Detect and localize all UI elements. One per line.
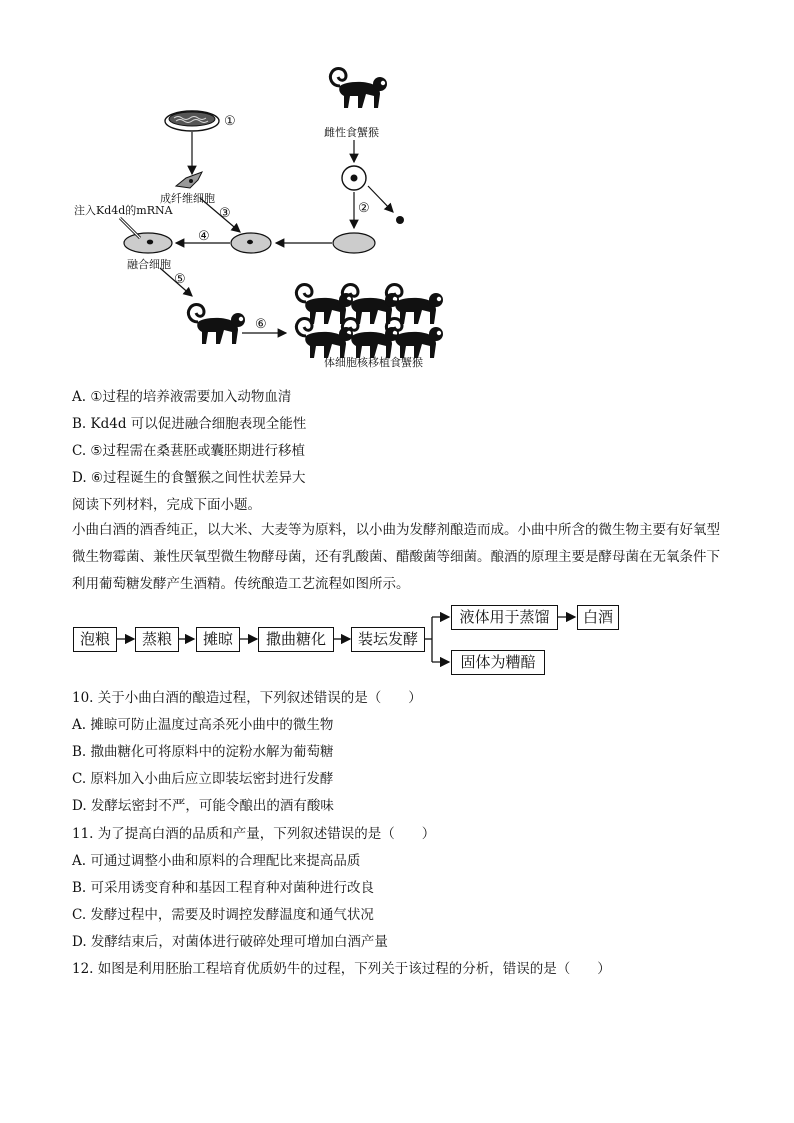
step1-label: ① [224,114,236,129]
q11-option-d: D. 发酵结束后，对菌体进行破碎处理可增加白酒产量 [72,934,388,950]
injection-needle-icon [120,218,140,238]
brewing-flowchart [0,600,794,680]
flow-step-cool: 摊晾 [196,627,240,652]
q11-option-b: B. 可采用诱变育种和基因工程育种对菌种进行改良 [72,880,375,896]
q11-option-a: A. 可通过调整小曲和原料的合理配比来提高品质 [72,853,361,869]
q10-option-c: C. 原料加入小曲后应立即装坛密封进行发酵 [72,771,334,787]
cloning-diagram-graphics [0,0,794,380]
fused-cell-label: 融合细胞 [127,258,171,271]
flow-step-steam: 蒸粮 [135,627,179,652]
cloned-monkeys-icon [296,285,443,358]
flow-liquid-distill: 液体用于蒸馏 [451,605,558,630]
reading-intro: 阅读下列材料，完成下面小题。 [72,497,261,513]
petri-dish-icon [165,111,219,131]
inject-label: 注入Kd4d的mRNA [74,204,173,217]
surrogate-monkey-icon [188,305,245,344]
material-paragraph: 小曲白酒的酒香纯正，以大米、大麦等为原料，以小曲为发酵剂酿造而成。小曲中所含的微生物主要有好氧型微生物霉菌、兼性厌氧型微生物酵母菌，还有乳酸菌、醋酸菌等细菌。酿酒的原理主要是酵母菌在无氧条件下利用葡萄糖发酵产生酒精。传统酿造工艺流程如图所示。 [72,522,720,592]
oocyte-icon [342,166,366,190]
removed-nucleus-icon [396,216,404,224]
q10-option-b: B. 撒曲糖化可将原料中的淀粉水解为葡萄糖 [72,744,334,760]
step4-label: ④ [198,229,210,244]
fibroblast-label: 成纤维细胞 [160,192,215,205]
reconstructed-cell-icon [231,233,271,253]
female-monkey-icon [330,69,387,108]
clone-monkeys-label: 体细胞核移植食蟹猴 [324,356,423,369]
q9-option-a: A. ①过程的培养液需要加入动物血清 [72,389,292,405]
fibroblast-icon [176,172,202,188]
q11-stem: 11. 为了提高白酒的品质和产量，下列叙述错误的是（ ） [72,826,436,842]
q10-option-a: A. 摊晾可防止温度过高杀死小曲中的微生物 [72,717,334,733]
q9-option-c: C. ⑤过程需在桑葚胚或囊胚期进行移植 [72,443,306,459]
q10-stem: 10. 关于小曲白酒的酿造过程，下列叙述错误的是（ ） [72,690,422,706]
enucleated-oocyte-icon [333,233,375,253]
step6-label: ⑥ [255,317,267,332]
female-monkey-label: 雌性食蟹猴 [324,126,379,139]
flow-step-soak: 泡粮 [73,627,117,652]
flow-step-ferment: 装坛发酵 [351,627,425,652]
q11-option-c: C. 发酵过程中，需要及时调控发酵温度和通气状况 [72,907,374,923]
q9-option-b: B. Kd4d 可以促进融合细胞表现全能性 [72,416,307,432]
step2-label: ② [358,201,370,216]
step3-label: ③ [219,206,231,221]
step5-label: ⑤ [174,272,186,287]
q12-stem: 12. 如图是利用胚胎工程培育优质奶牛的过程，下列关于该过程的分析，错误的是（ ） [72,961,611,977]
fused-cell-icon [124,233,172,253]
q9-option-d: D. ⑥过程诞生的食蟹猴之间性状差异大 [72,470,306,486]
flow-step-saccharify: 撒曲糖化 [258,627,334,652]
flow-baijiu: 白酒 [577,605,619,630]
q10-option-d: D. 发酵坛密封不严，可能令酿出的酒有酸味 [72,798,334,814]
cloning-diagram [0,0,794,380]
flow-solid-residue: 固体为糟醅 [451,650,545,675]
